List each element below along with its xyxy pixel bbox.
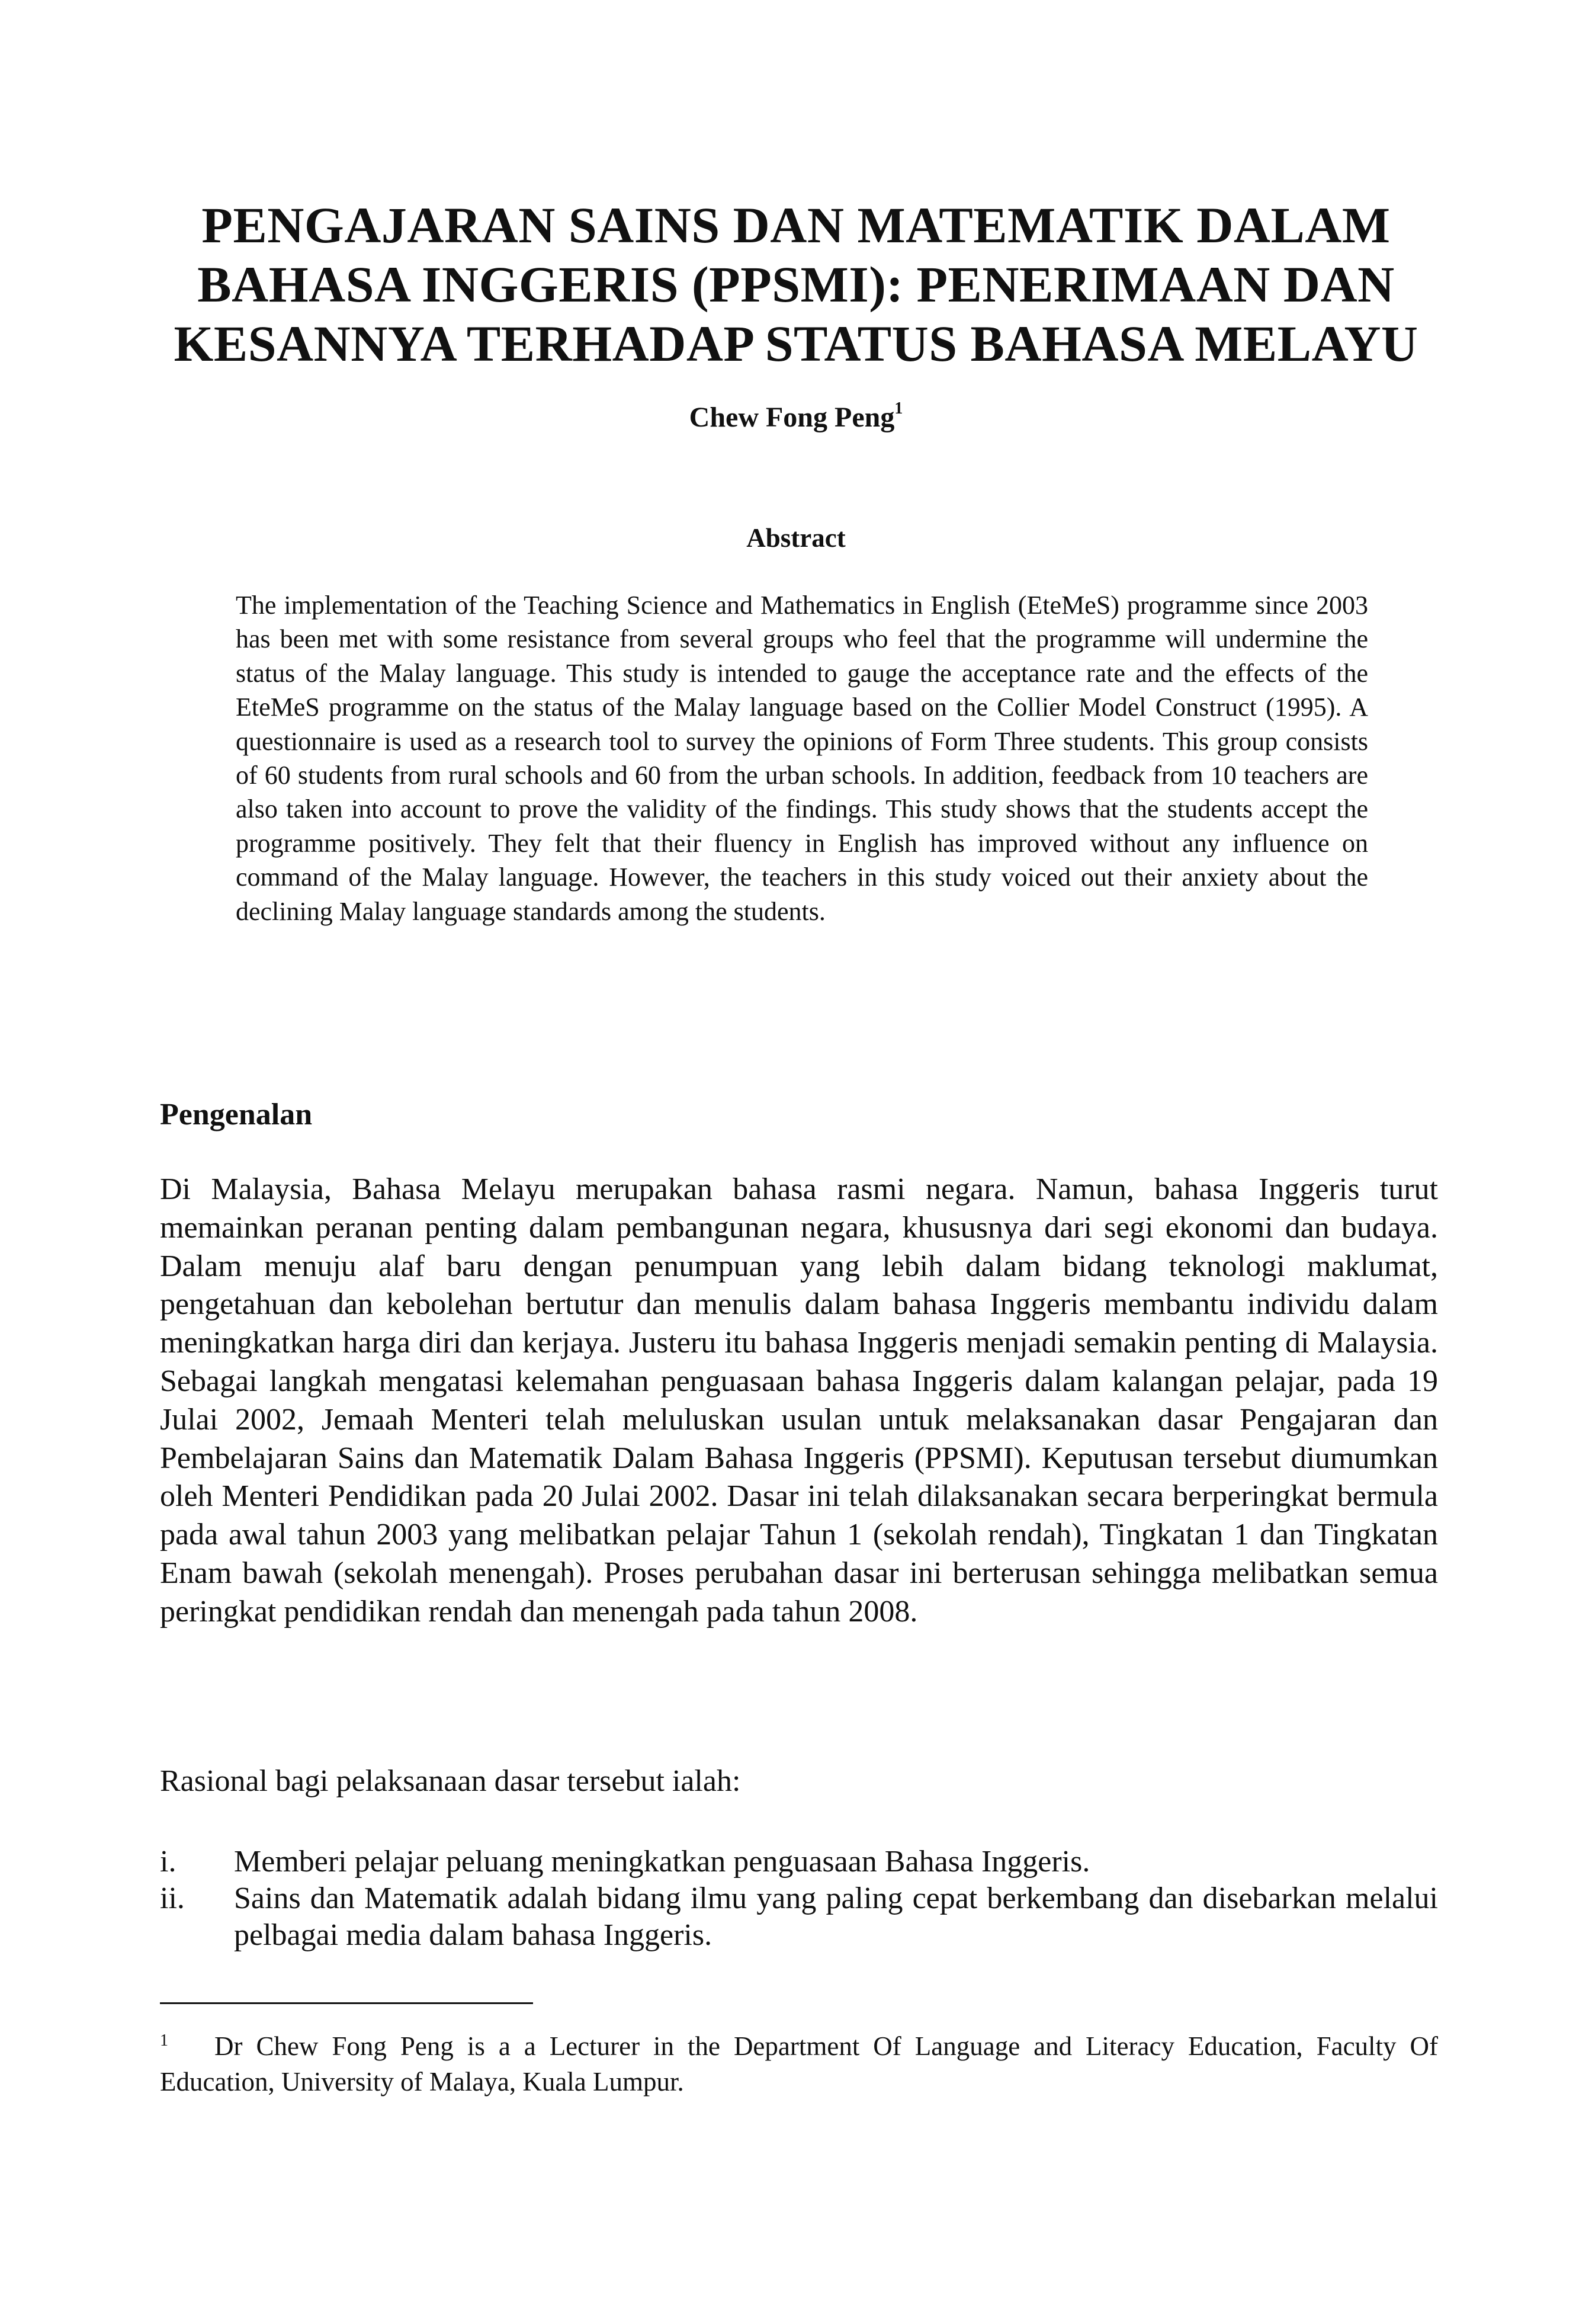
- intro-paragraph: Di Malaysia, Bahasa Melayu merupakan bahasa rasmi negara. Namun, bahasa Inggeris turut memainkan peranan penting dalam pembangunan negara, khususnya dari segi ekonomi dan budaya. Dalam menuju alaf baru dengan penumpuan yang lebih dalam bidang teknologi maklumat, pengetahuan dan kebolehan bertutur dan menulis dalam bahasa Inggeris membantu individu dalam meningkatkan harga diri dan kerjaya. Justeru itu bahasa Inggeris menjadi semakin penting di Malaysia. Sebagai langkah mengatasi kelemahan penguasaan bahasa Inggeris dalam kalangan pelajar, pada 19 Julai 2002, Jemaah Menteri telah meluluskan usulan untuk melaksanakan dasar Pengajaran dan Pembelajaran Sains dan Matematik Dalam Bahasa Inggeris (PPSMI). Keputusan tersebut diumumkan oleh Menteri Pendidikan pada 20 Julai 2002. Dasar ini telah dilaksanakan secara berperingkat bermula pada awal tahun 2003 yang melibatkan pelajar Tahun 1 (sekolah rendah), Tingkatan 1 dan Tingkatan Enam bawah (sekolah menengah). Proses perubahan dasar ini berterusan sehingga melibatkan semua peringkat pendidikan rendah dan menengah pada tahun 2008.: [160, 1172, 1438, 1629]
- author-line: [0, 400, 1592, 435]
- paper-title-line-2: BAHASA INGGERIS (PPSMI): PENERIMAAN DAN: [197, 256, 1395, 313]
- footnote-divider: [160, 2002, 533, 2004]
- list-item-text: Memberi pelajar peluang meningkatkan penguasaan Bahasa Inggeris.: [234, 1845, 1090, 1879]
- paper-title-line-3: KESANNYA TERHADAP STATUS BAHASA MELAYU: [174, 315, 1418, 372]
- author-name: Chew Fong Peng: [689, 402, 895, 433]
- list-item-text: Sains dan Matematik adalah bidang ilmu yang paling cepat berkembang dan disebarkan melalui pelbagai media dalam bahasa Inggeris.: [234, 1881, 1438, 1952]
- abstract-body: The implementation of the Teaching Science and Mathematics in English (EteMeS) programme since 2003 has been met with some resistance from several groups who feel that the programme will undermine the status of the Malay language. This study is intended to gauge the acceptance rate and the effects of the EteMeS programme on the status of the Malay language based on the Collier Model Construct (1995). A questionnaire is used as a research tool to survey the opinions of Form Three students. This group consists of 60 students from rural schools and 60 from the urban schools. In addition, feedback from 10 teachers are also taken into account to prove the validity of the findings. This study shows that the students accept the programme positively. They felt that their fluency in English has improved without any influence on command of the Malay language. However, the teachers in this study voiced out their anxiety about the declining Malay language standards among the students.: [236, 591, 1368, 926]
- list-item: [160, 1880, 1438, 1954]
- list-item: [160, 1844, 1438, 1880]
- rationale-paragraph: Rasional bagi pelaksanaan dasar tersebut ialah:: [160, 1764, 741, 1798]
- abstract-heading: Abstract: [746, 523, 846, 553]
- section-heading: Pengenalan: [160, 1098, 313, 1131]
- list-item-marker: ii.: [160, 1881, 185, 1915]
- list-item-marker: i.: [160, 1845, 176, 1879]
- footnote-text: Dr Chew Fong Peng is a a Lecturer in the Department Of Language and Literacy Education, Faculty Of Education, University of Malaya, Kuala Lumpur.: [160, 2031, 1438, 2097]
- paper-title: [160, 195, 1432, 373]
- rationale-list: [160, 1844, 1438, 1954]
- paper-title-line-1: PENGAJARAN SAINS DAN MATEMATIK DALAM: [201, 197, 1391, 254]
- footnote: 1 Dr Chew Fong Peng is a a Lecturer in the Department Of Language and Literacy Education, Faculty Of Education, University of Malaya, Kuala Lumpur.: [160, 2031, 1438, 2097]
- author-footnote-ref: 1: [894, 399, 903, 418]
